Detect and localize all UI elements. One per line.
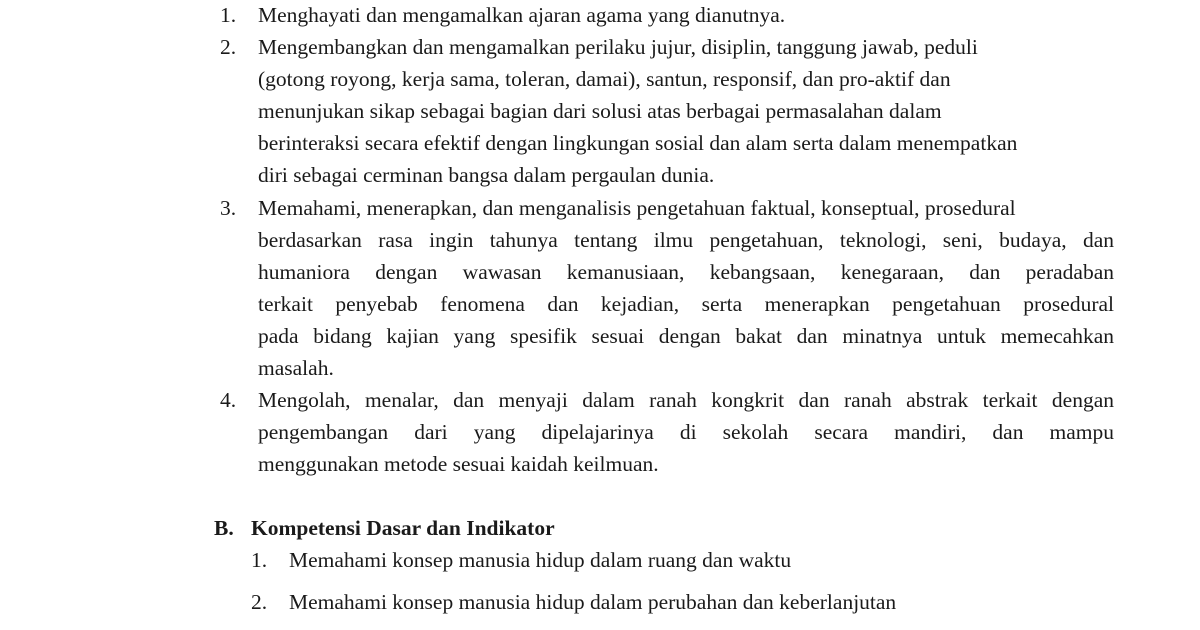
list-item-text: Memahami konsep manusia hidup dalam perubahan dan keberlanjutan: [289, 590, 897, 614]
section-letter: B.: [214, 516, 234, 540]
list-item-text: masalah.: [258, 356, 334, 380]
list-item-text: pada bidang kajian yang spesifik sesuai dengan bakat dan minatnya untuk memecahkan: [258, 324, 1114, 348]
list-item-text: Mengolah, menalar, dan menyaji dalam ranah kongkrit dan ranah abstrak terkait dengan: [258, 388, 1114, 412]
section-title: Kompetensi Dasar dan Indikator: [251, 516, 555, 540]
list-item-text: pengembangan dari yang dipelajarinya di sekolah secara mandiri, dan mampu: [258, 420, 1114, 444]
list-item-text: Memahami, menerapkan, dan menganalisis pengetahuan faktual, konseptual, prosedural: [258, 196, 1016, 220]
list-item-text: berinteraksi secara efektif dengan lingkungan sosial dan alam serta dalam menempatkan: [258, 131, 1018, 155]
list-item-text: (gotong royong, kerja sama, toleran, damai), santun, responsif, dan pro-aktif dan: [258, 67, 951, 91]
list-item-text: Menghayati dan mengamalkan ajaran agama yang dianutnya.: [258, 3, 786, 27]
list-item-text: menunjukan sikap sebagai bagian dari solusi atas berbagai permasalahan dalam: [258, 99, 942, 123]
list-number: 2.: [251, 590, 268, 614]
list-item-text: Memahami konsep manusia hidup dalam ruang dan waktu: [289, 548, 792, 572]
list-item-text: terkait penyebab fenomena dan kejadian, serta menerapkan pengetahuan prosedural: [258, 292, 1114, 316]
list-number: 3.: [220, 196, 237, 220]
list-item-text: Mengembangkan dan mengamalkan perilaku jujur, disiplin, tanggung jawab, peduli: [258, 35, 978, 59]
list-item-text: diri sebagai cerminan bangsa dalam pergaulan dunia.: [258, 163, 715, 187]
list-item-text: menggunakan metode sesuai kaidah keilmuan.: [258, 452, 659, 476]
list-number: 4.: [220, 388, 237, 412]
list-number: 1.: [220, 3, 237, 27]
list-item-text: berdasarkan rasa ingin tahunya tentang ilmu pengetahuan, teknologi, seni, budaya, dan: [258, 228, 1114, 252]
list-number: 2.: [220, 35, 237, 59]
list-number: 1.: [251, 548, 268, 572]
list-item-text: humaniora dengan wawasan kemanusiaan, kebangsaan, kenegaraan, dan peradaban: [258, 260, 1114, 284]
